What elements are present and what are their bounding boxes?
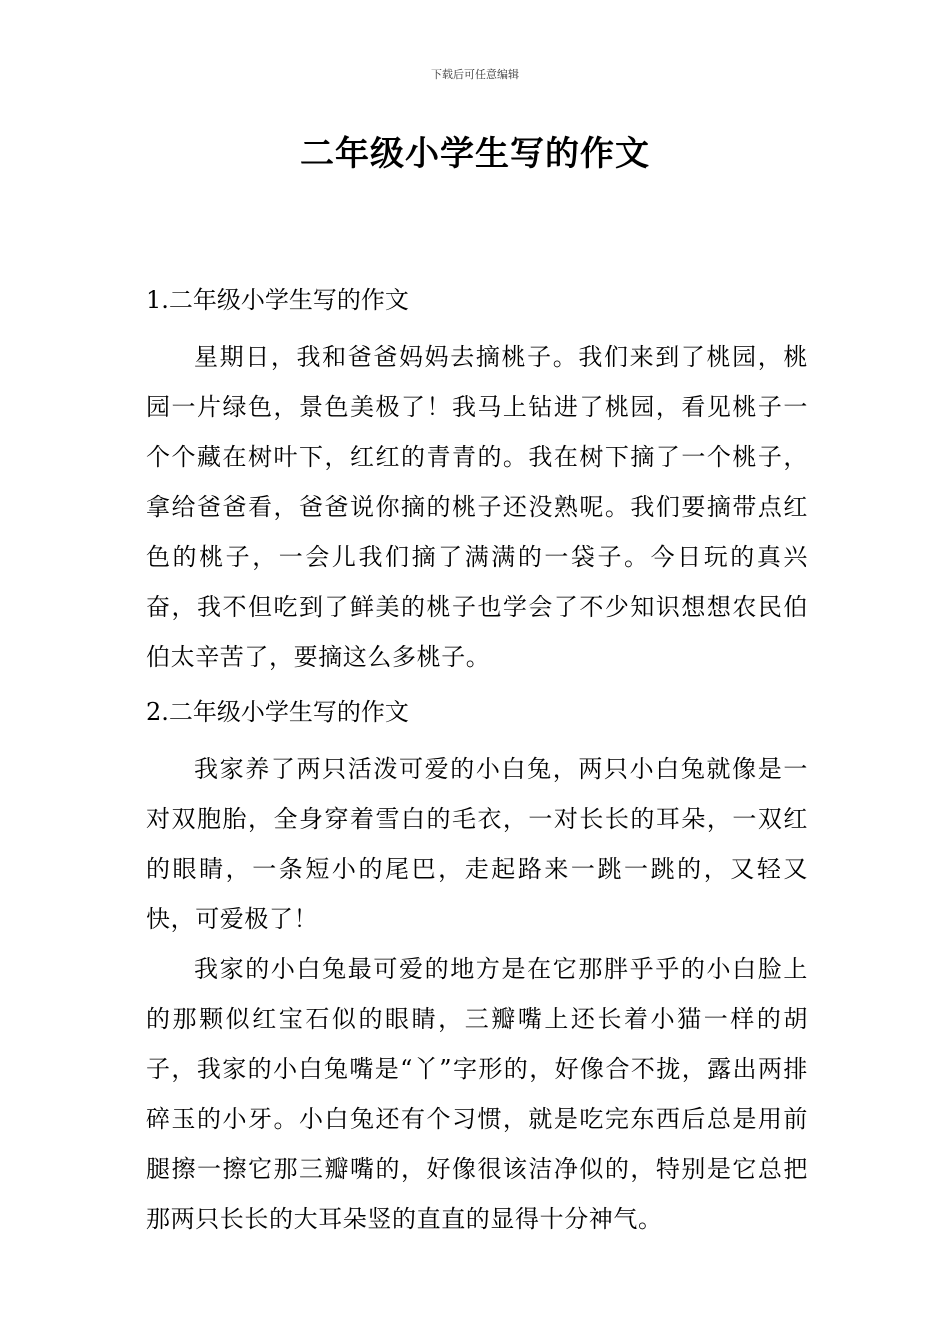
section-heading: 2.二年级小学生写的作文 bbox=[146, 698, 409, 726]
document-title: 二年级小学生写的作文 bbox=[300, 134, 650, 174]
header-note: 下载后可任意编辑 bbox=[431, 68, 519, 81]
paragraph: 我家养了两只活泼可爱的小白兔，两只小白兔就像是一对双胞胎，全身穿着雪白的毛衣，一对长长的耳朵，一双红的眼睛，一条短小的尾巴，走起路来一跳一跳的，又轻又快，可爱极了！ bbox=[146, 755, 808, 933]
paragraph: 我家的小白兔最可爱的地方是在它那胖乎乎的小白脸上的那颗似红宝石似的眼睛，三瓣嘴上还长着小猫一样的胡子，我家的小白兔嘴是“丫”字形的，好像合不拢，露出两排碎玉的小牙。小白兔还有个习惯，就是吃完东西后总是用前腿擦一擦它那三瓣嘴的，好像很该洁净似的，特别是它总把那两只长长的大耳朵竖的直直的显得十分神气。 bbox=[146, 955, 808, 1233]
document-body bbox=[146, 282, 808, 1244]
paragraph: 星期日，我和爸爸妈妈去摘桃子。我们来到了桃园，桃园一片绿色，景色美极了！我马上钻进了桃园，看见桃子一个个藏在树叶下，红红的青青的。我在树下摘了一个桃子，拿给爸爸看，爸爸说你摘的桃子还没熟呢。我们要摘带点红色的桃子，一会儿我们摘了满满的一袋子。今日玩的真兴奋，我不但吃到了鲜美的桃子也学会了不少知识想想农民伯伯太辛苦了，要摘这么多桃子。 bbox=[146, 343, 808, 671]
section-heading: 1.二年级小学生写的作文 bbox=[146, 286, 409, 314]
